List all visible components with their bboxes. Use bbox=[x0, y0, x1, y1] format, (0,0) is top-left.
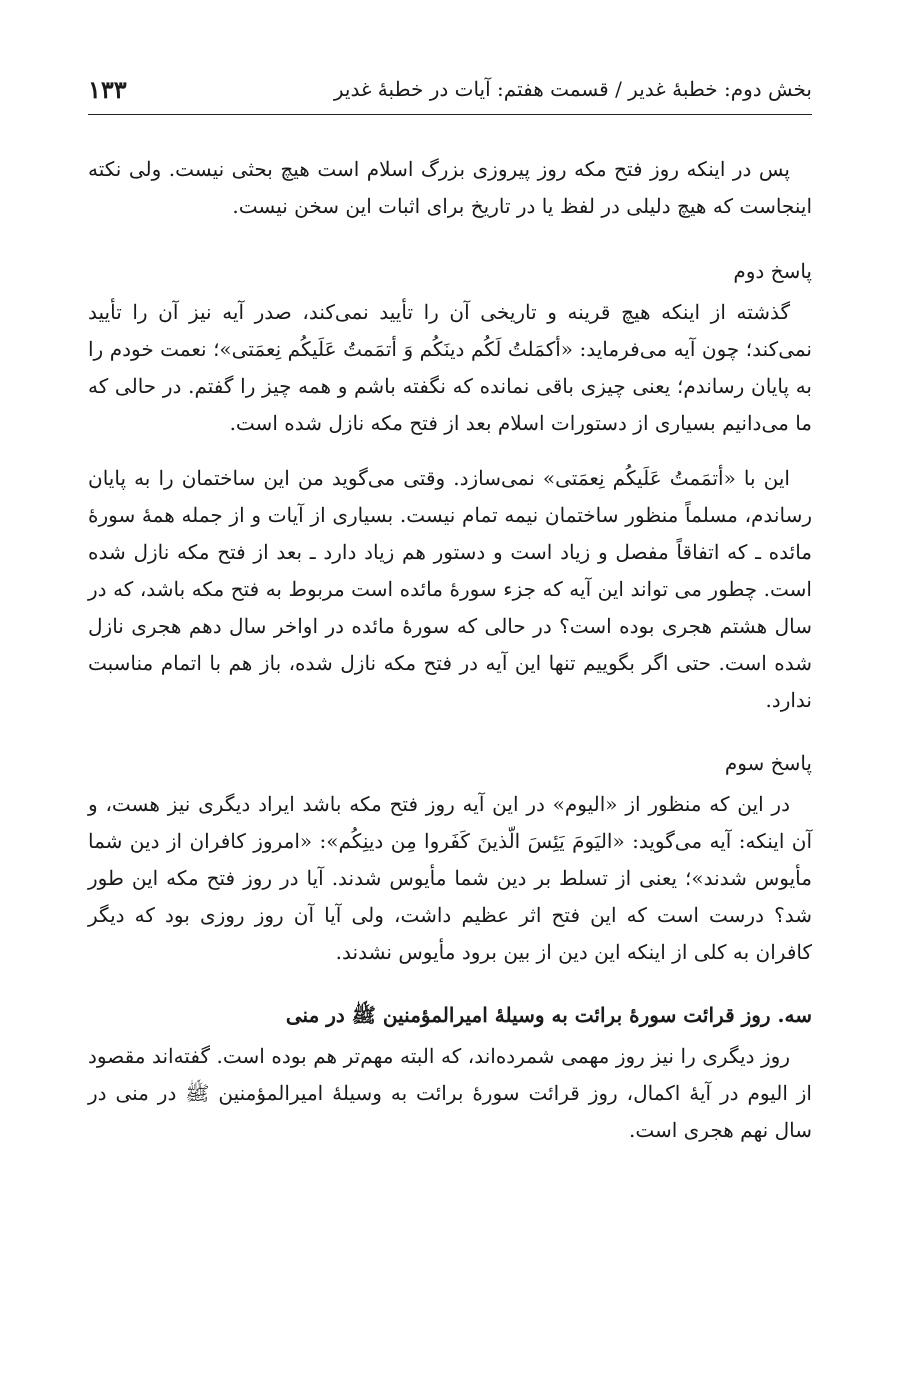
paragraph-1: پس در اینکه روز فتح مکه روز پیروزی بزرگ اسلام است هیچ بحثی نیست. ولی نکته اینجاست که هیچ دلیلی در لفظ یا در تاریخ برای اثبات این سخن نیست. bbox=[88, 157, 812, 218]
page-header bbox=[88, 64, 812, 115]
heading-second-answer: پاسخ دوم bbox=[733, 259, 812, 283]
paragraph-5: روز دیگری را نیز روز مهمی شمرده‌اند، که البته مهم‌تر هم بوده است. گفته‌اند مقصود از الیوم در آیهٔ اکمال، روز قرائت سورهٔ برائت به وسیلهٔ امیرالمؤمنین ﷺ در منی در سال نهم هجری است. bbox=[88, 1044, 812, 1142]
paragraph-4: در این که منظور از «الیوم» در این آیه روز فتح مکه باشد ایراد دیگری نیز هست، و آن اینکه: آیه می‌گوید: «الیَومَ یَئِسَ الّذینَ کَفَروا مِن دینِکُم»: «امروز کافران از دین شما مأیوس شدند»؛ یعنی از تسلط بر دین شما مأیوس شدند. آیا در روز فتح مکه این طور شد؟ درست است که این فتح اثر عظیم داشت، ولی آیا آن روز روزی بود که دیگر کافران به کلی از اینکه این دین از بین برود مأیوس نشدند. bbox=[88, 792, 812, 964]
heading-third-answer: پاسخ سوم bbox=[724, 751, 812, 775]
page-number: ۱۳۳ bbox=[88, 74, 127, 104]
book-page bbox=[88, 64, 812, 1167]
page-body bbox=[88, 151, 812, 1149]
paragraph-2: گذشته از اینکه هیچ قرینه و تاریخی آن را تأیید نمی‌کند، صدر آیه نیز آن را تأیید نمی‌کند؛ چون آیه می‌فرماید: «أکمَلتُ لَکُم دینَکُم وَ أتمَمتُ عَلَیکُم نِعمَتی»؛ نعمت خودم را به پایان رساندم؛ یعنی چیزی باقی نمانده که نگفته باشم و همه چیز را گفتم. در حالی که ما می‌دانیم بسیاری از دستورات اسلام بعد از فتح مکه نازل شده است. bbox=[88, 300, 812, 435]
section-heading: سه. روز قرائت سورهٔ برائت به وسیلهٔ امیرالمؤمنین ﷺ در منی bbox=[285, 1003, 812, 1027]
paragraph-3: این با «أتمَمتُ عَلَیکُم نِعمَتی» نمی‌سازد. وقتی می‌گوید من این ساختمان را به پایان رساندم، مسلماً منظور ساختمان نیمه تمام نیست. بسیاری از آیات و از جمله همهٔ سورهٔ مائده ـ که اتفاقاً مفصل و زیاد است و دستور هم زیاد دارد ـ بعد از فتح مکه نازل شده است. چطور می تواند این آیه که جزء سورهٔ مائده است مربوط به فتح مکه باشد، که در سال هشتم هجری بوده است؟ در حالی که سورهٔ مائده در اواخر سال دهم هجری نازل شده است. حتی اگر بگوییم تنها این آیه در فتح مکه نازل شده، باز هم با اتمام مناسبت ندارد. bbox=[88, 466, 812, 712]
running-title: بخش دوم: خطبهٔ غدیر / قسمت هفتم: آیات در خطبهٔ غدیر bbox=[333, 77, 812, 101]
